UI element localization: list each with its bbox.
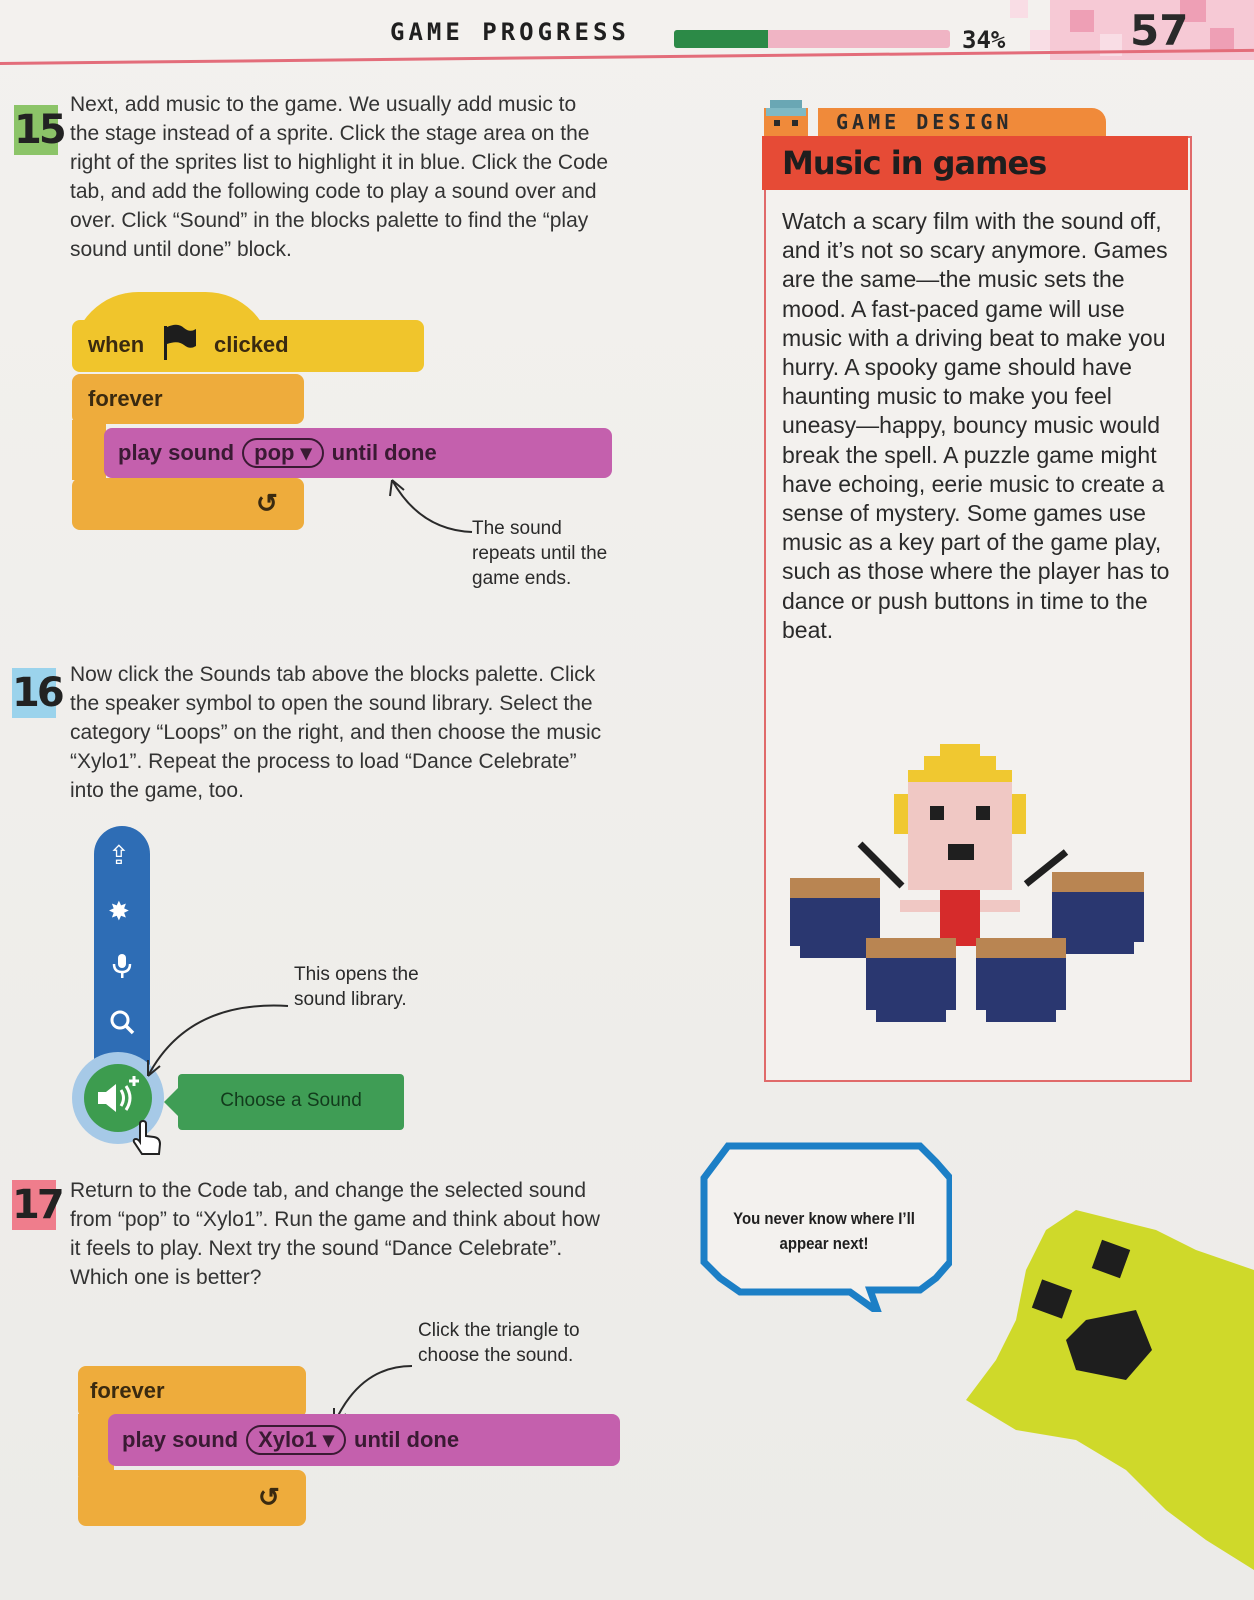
- callout-line-repeat: [380, 470, 480, 540]
- sidebar-tag-label: GAME DESIGN: [836, 110, 1013, 134]
- callout-library: This opens the sound library.: [294, 964, 419, 1010]
- callout-repeat: The sound repeats until the game ends.: [472, 518, 608, 589]
- forever-arm: [72, 420, 106, 480]
- step-number-16: 16: [12, 670, 62, 716]
- page-number: 57: [1130, 6, 1189, 55]
- progress-percent: 34%: [962, 26, 1006, 54]
- sound-value: pop: [254, 440, 295, 465]
- step-number-17: 17: [12, 1182, 62, 1228]
- step-text-15: Next, add music to the game. We usually add music to the stage instead of a sprite. Click the stage area on the right of the sprites list to highlight it in blue. Click the Code tab, and add the following code to play a sound over and over. Click “Sound” in the blocks palette to find the “play sound until done” block.: [70, 93, 609, 261]
- forever-bottom-2: [78, 1470, 306, 1526]
- record-icon[interactable]: [110, 952, 134, 985]
- callout-triangle: Click the triangle to choose the sound.: [418, 1320, 580, 1366]
- progress-bar: [674, 30, 950, 48]
- sound-value-2: Xylo1: [258, 1427, 317, 1452]
- play-sound-block-2: [108, 1414, 620, 1466]
- hand-cursor-icon: [130, 1120, 164, 1163]
- play-sound-label-2: play sound: [122, 1427, 239, 1452]
- speech-bubble-text: You never know where I’ll appear next!: [733, 1209, 915, 1253]
- dropdown-triangle-icon[interactable]: ▾: [300, 440, 312, 465]
- until-done-label-2: until done: [354, 1427, 460, 1452]
- sidebar-body: Watch a scary film with the sound off, and it’s not so scary anymore. Games are the same—the music sets the mood. A fast-paced game will use music with a driving beat to make you hurry. A spooky game should have haunting music to make you feel uneasy—happy, bouncy music would break the spell. A puzzle game might have echoing, eerie music to create a sense of mystery. Some games use music as a key part of the game play, such as those where the player has to dance or push buttons in time to the beat.: [782, 208, 1170, 643]
- step-text-17: Return to the Code tab, and change the selected sound from “pop” to “Xylo1”. Run the game and think about how it feels to play. Next try the sound “Dance Celebrate”. Which one is better?: [70, 1179, 600, 1289]
- sound-dropdown-2[interactable]: [246, 1425, 346, 1455]
- clicked-label: clicked: [214, 332, 289, 357]
- sound-dropdown[interactable]: [242, 438, 324, 468]
- forever-block-2: [78, 1366, 306, 1418]
- search-icon[interactable]: [108, 1008, 136, 1041]
- forever-label: forever: [88, 386, 163, 411]
- when-flag-clicked-block: [72, 320, 424, 372]
- drummer-illustration: [790, 744, 1170, 1034]
- progress-fill: [674, 30, 768, 48]
- callout-line-library: [138, 996, 298, 1082]
- forever-label-2: forever: [90, 1378, 165, 1403]
- forever-block: [72, 374, 304, 424]
- step-text-16: Now click the Sounds tab above the blocks palette. Click the speaker symbol to open the sound library. Select the category “Loops” on the right, and then choose the music “Xylo1”. Repeat the process to load “Dance Celebrate” into the game, too.: [70, 663, 602, 802]
- loop-arrow-icon: ↺: [256, 488, 278, 518]
- choose-sound-tooltip: [178, 1074, 404, 1130]
- header-title: GAME PROGRESS: [390, 18, 630, 46]
- sidebar-title: Music in games: [782, 144, 1047, 182]
- surprise-icon[interactable]: ✸: [108, 896, 130, 926]
- choose-sound-label: Choose a Sound: [220, 1090, 362, 1111]
- green-flag-icon: [160, 322, 198, 368]
- play-sound-block: [104, 428, 612, 478]
- when-label: when: [88, 332, 145, 357]
- loop-arrow-icon: ↺: [258, 1482, 280, 1512]
- until-done-label: until done: [331, 440, 437, 465]
- step-number-15: 15: [14, 107, 64, 153]
- forever-bottom: [72, 478, 304, 530]
- upload-icon[interactable]: ⇪: [108, 840, 130, 870]
- dropdown-triangle-icon[interactable]: ▾: [322, 1427, 334, 1452]
- play-sound-label: play sound: [118, 440, 235, 465]
- ghost-illustration: [956, 1210, 1254, 1570]
